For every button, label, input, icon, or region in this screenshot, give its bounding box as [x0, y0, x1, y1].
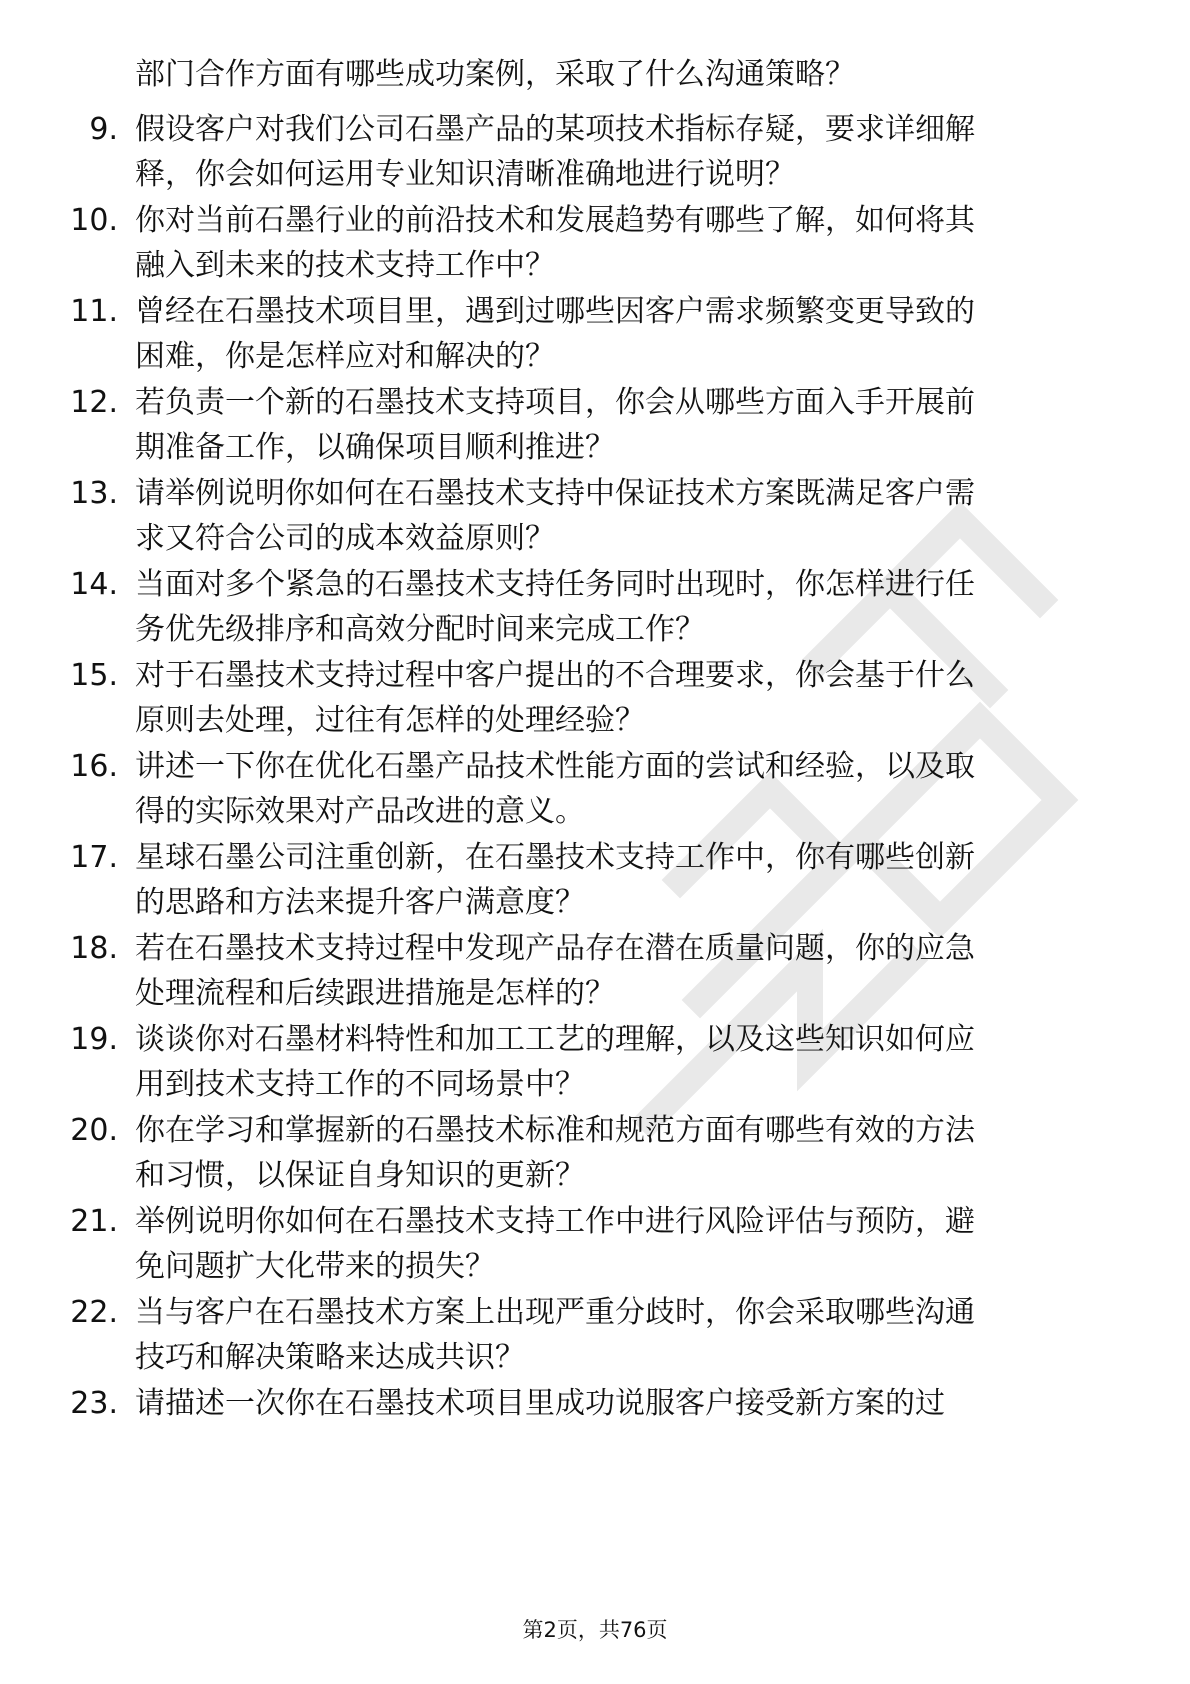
question-line: 假设客户对我们公司石墨产品的某项技术指标存疑，要求详细解 — [135, 112, 975, 147]
question-line: 讲述一下你在优化石墨产品技术性能方面的尝试和经验，以及取 — [135, 749, 975, 784]
question-number: 10. — [70, 203, 118, 238]
question-line: 曾经在石墨技术项目里，遇到过哪些因客户需求频繁变更导致的 — [135, 294, 975, 329]
question-item — [0, 835, 1190, 925]
question-number: 22. — [70, 1295, 118, 1330]
question-line: 释，你会如何运用专业知识清晰准确地进行说明？ — [135, 157, 795, 192]
question-line: 得的实际效果对产品改进的意义。 — [135, 794, 585, 829]
page-footer: 第2页，共76页 — [522, 1618, 668, 1642]
question-number: 17. — [70, 840, 118, 875]
question-line: 免问题扩大化带来的损失？ — [135, 1249, 495, 1284]
question-item — [0, 198, 1190, 288]
question-number: 18. — [70, 931, 118, 966]
question-number: 11. — [70, 294, 118, 329]
question-number: 16. — [70, 749, 118, 784]
question-line: 技巧和解决策略来达成共识？ — [135, 1340, 525, 1375]
question-item — [0, 653, 1190, 743]
question-item — [0, 107, 1190, 197]
question-number: 20. — [70, 1113, 118, 1148]
question-line: 期准备工作，以确保项目顺利推进？ — [135, 430, 615, 465]
question-number: 14. — [70, 567, 118, 602]
question-line: 融入到未来的技术支持工作中？ — [135, 248, 555, 283]
question-line: 的思路和方法来提升客户满意度？ — [135, 885, 585, 920]
question-item — [0, 744, 1190, 834]
question-line: 当与客户在石墨技术方案上出现严重分歧时，你会采取哪些沟通 — [135, 1295, 975, 1330]
question-line: 若在石墨技术支持过程中发现产品存在潜在质量问题，你的应急 — [135, 931, 975, 966]
question-line: 原则去处理，过往有怎样的处理经验？ — [135, 703, 645, 738]
question-line: 请描述一次你在石墨技术项目里成功说服客户接受新方案的过 — [135, 1386, 945, 1421]
question-number: 9. — [89, 112, 118, 147]
question-line: 对于石墨技术支持过程中客户提出的不合理要求，你会基于什么 — [135, 658, 975, 693]
question-item — [0, 1108, 1190, 1198]
question-line: 务优先级排序和高效分配时间来完成工作？ — [135, 612, 705, 647]
question-number: 12. — [70, 385, 118, 420]
question-item — [0, 1199, 1190, 1289]
question-line: 你在学习和掌握新的石墨技术标准和规范方面有哪些有效的方法 — [135, 1113, 975, 1148]
question-line: 星球石墨公司注重创新，在石墨技术支持工作中，你有哪些创新 — [135, 840, 975, 875]
question-item — [0, 380, 1190, 470]
question-item — [0, 1017, 1190, 1107]
question-item — [0, 562, 1190, 652]
question-number: 23. — [70, 1386, 118, 1421]
question-line: 处理流程和后续跟进措施是怎样的？ — [135, 976, 615, 1011]
question-number: 21. — [70, 1204, 118, 1239]
question-number: 19. — [70, 1022, 118, 1057]
question-line: 用到技术支持工作的不同场景中？ — [135, 1067, 585, 1102]
question-line: 请举例说明你如何在石墨技术支持中保证技术方案既满足客户需 — [135, 476, 975, 511]
question-item — [0, 289, 1190, 379]
question-item — [0, 1381, 1190, 1471]
question-item — [0, 471, 1190, 561]
question-line: 当面对多个紧急的石墨技术支持任务同时出现时，你怎样进行任 — [135, 567, 975, 602]
question-line: 你对当前石墨行业的前沿技术和发展趋势有哪些了解，如何将其 — [135, 203, 975, 238]
question-line: 求又符合公司的成本效益原则？ — [135, 521, 555, 556]
question-number: 15. — [70, 658, 118, 693]
question-item — [0, 1290, 1190, 1380]
question-line: 谈谈你对石墨材料特性和加工工艺的理解，以及这些知识如何应 — [135, 1022, 975, 1057]
question-line: 和习惯，以保证自身知识的更新？ — [135, 1158, 585, 1193]
continuation-line: 部门合作方面有哪些成功案例，采取了什么沟通策略？ — [135, 57, 855, 92]
question-line: 举例说明你如何在石墨技术支持工作中进行风险评估与预防，避 — [135, 1204, 975, 1239]
question-item — [0, 926, 1190, 1016]
question-number: 13. — [70, 476, 118, 511]
question-line: 若负责一个新的石墨技术支持项目，你会从哪些方面入手开展前 — [135, 385, 975, 420]
question-line: 困难，你是怎样应对和解决的？ — [135, 339, 555, 374]
